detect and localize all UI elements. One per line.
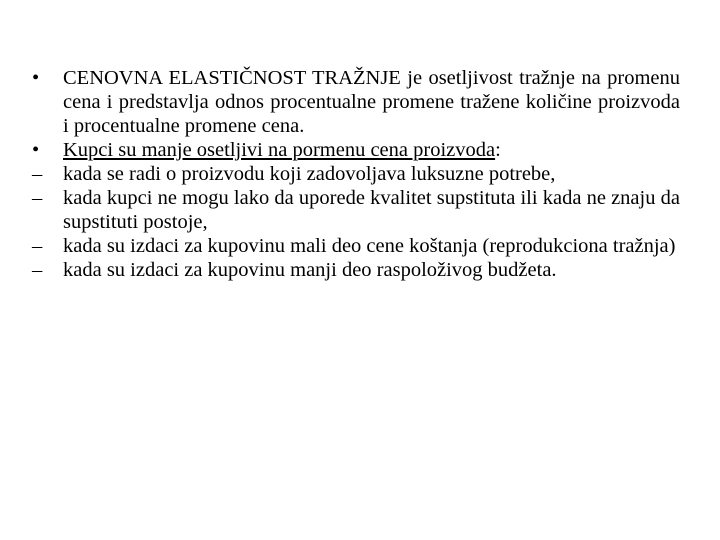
sub-item-luxury [30,162,680,186]
bullet-marker: • [32,139,40,161]
bullet-item-buyers [30,138,680,162]
text-suffix: : [495,139,501,161]
sub-item-substitutes [30,186,680,234]
sub-item-budget [30,258,680,282]
underlined-text: Kupci su manje osetljivi na pormenu cena proizvoda [63,139,496,161]
dash-marker: – [32,235,43,257]
bullet-list [30,66,680,282]
dash-marker: – [32,187,43,209]
bullet-marker: • [32,67,40,89]
dash-marker: – [32,259,43,281]
bullet-text: CENOVNA ELASTIČNOST TRAŽNJE je osetljivost tražnje na promenu cena i predstavlja odnos procentualne promene tražene količine proizvoda i procentualne promene cena. [63,67,680,137]
sub-item-text: kada su izdaci za kupovinu mali deo cene koštanja (reprodukciona tražnja) [63,235,676,257]
bullet-text [63,138,680,162]
sub-item-text: kada kupci ne mogu lako da uporede kvalitet supstituta ili kada ne znaju da supstituti postoje, [63,187,680,233]
dash-marker: – [32,163,43,185]
sub-item-text: kada se radi o proizvodu koji zadovoljava luksuzne potrebe, [63,163,556,185]
bullet-item-definition [30,66,680,138]
sub-item-small-expense [30,234,680,258]
sub-item-text: kada su izdaci za kupovinu manji deo raspoloživog budžeta. [63,259,557,281]
